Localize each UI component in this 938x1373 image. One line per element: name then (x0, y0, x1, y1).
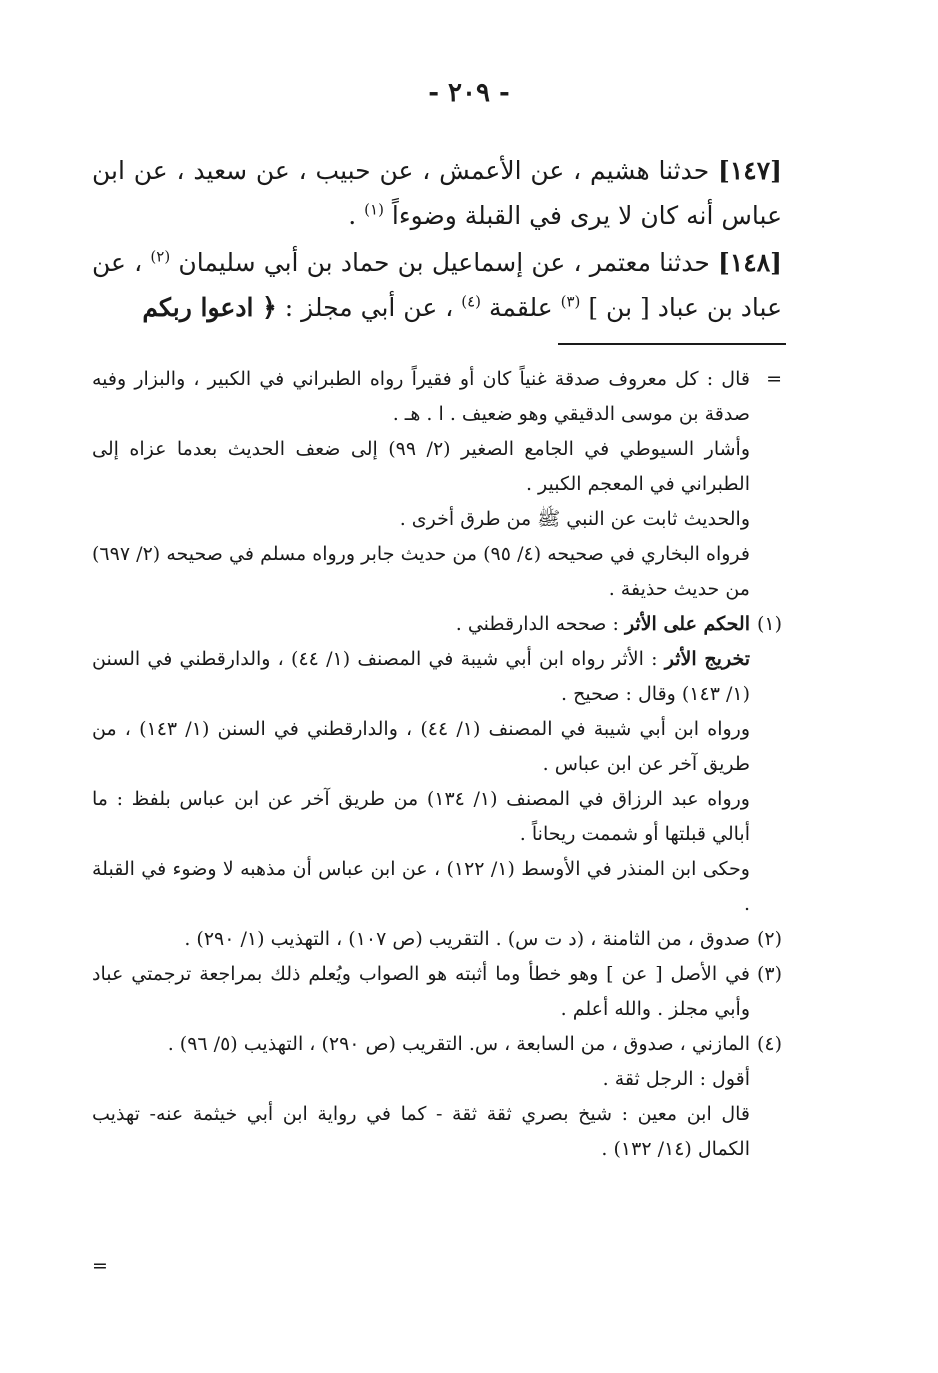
footnote-line (92, 642, 750, 712)
footnote-separator (558, 343, 786, 345)
ruling-text: : صححه الدارقطني . (455, 613, 619, 635)
continuation-mark: = (766, 368, 782, 390)
footnotes (92, 362, 782, 1167)
footnote-line: وحكى ابن المنذر في الأوسط (١/ ١٢٢) ، عن ابن عباس أن مذهبه لا وضوء في القبلة . (92, 858, 750, 915)
hadith-text: حدثنا هشيم ، عن الأعمش ، عن حبيب ، عن سعيد ، عن ابن عباس أنه كان لا يرى في القبلة وضوءاً (92, 156, 782, 230)
ruling-label: الحكم على الأثر (624, 613, 750, 635)
hadith-147 (92, 148, 782, 238)
footnote-line: ورواه ابن أبي شيبة في المصنف (١/ ٤٤) ، والدارقطني في السنن (١/ ١٤٣) ، من طريق آخر عن ابن عباس . (92, 718, 750, 775)
footnote-line: قال : كل معروف صدقة غنياً كان أو فقيراً رواه الطبراني في الكبير ، والبزار وفيه صدقة بن موسى الدقيقي وهو ضعيف . ا . هـ . (92, 368, 750, 425)
footnote-4 (92, 1027, 782, 1167)
takhrij-label: تخريج الأثر (664, 648, 751, 670)
footnote-ref[interactable]: (٣) (560, 292, 581, 311)
footnote-ref[interactable]: (٤) (461, 292, 482, 311)
footnote-number: (١) (756, 613, 782, 635)
footnote-number: (٤) (756, 1033, 782, 1055)
footnote-line: المازني ، صدوق ، من السابعة ، س. التقريب (ص ٢٩٠) ، التهذيب (٥/ ٩٦) . (167, 1033, 750, 1055)
hadith-text-end: . (348, 201, 357, 230)
hadith-text: علقمة (488, 293, 553, 322)
hadith-text: ، عن أبي مجلز : (284, 293, 454, 322)
hadith-text: ، عن عباد بن عباد [ بن ] (92, 248, 782, 322)
footnote-line: والحديث ثابت عن النبي ﷺ من طرق أخرى . (399, 508, 750, 530)
continuation-end-mark: = (92, 1255, 108, 1277)
footnote-ref[interactable]: (٢) (150, 247, 171, 266)
footnote-line: قال ابن معين : شيخ بصري ثقة ثقة - كما في رواية ابن أبي خيثمة عنه- تهذيب الكمال (١٤/ ١٣٢) . (92, 1103, 750, 1160)
hadith-number: [١٤٨] (718, 248, 783, 277)
quran-quote: ﴿ ادعوا ربكم (142, 293, 277, 322)
takhrij-text: : الأثر رواه ابن أبي شيبة في المصنف (١/ ٤٤) ، والدارقطني في السنن (١/ ١٤٣) وقال : صحيح . (92, 648, 750, 705)
footnote-line (92, 607, 750, 642)
footnote-ref[interactable]: (١) (364, 200, 384, 219)
footnote-continuation (92, 362, 782, 607)
footnote-1 (92, 607, 782, 922)
footnote-line: ورواه عبد الرزاق في المصنف (١/ ١٣٤) من طريق آخر عن ابن عباس بلفظ : ما أبالي قبلتها أو شممت ريحاناً . (92, 788, 750, 845)
footnote-3 (92, 957, 782, 1027)
footnote-line: فرواه البخاري في صحيحه (٤/ ٩٥) من حديث جابر ورواه مسلم في صحيحه (٢/ ٦٩٧) من حديث حذيفة . (92, 543, 750, 600)
hadith-text: حدثنا معتمر ، عن إسماعيل بن حماد بن أبي سليمان (178, 248, 710, 277)
footnote-line: في الأصل [ عن ] وهو خطأ وما أثبته هو الصواب ويُعلم ذلك بمراجعة ترجمتي عباد وأبي مجلز . والله أعلم . (92, 963, 750, 1020)
footnote-line: أقول : الرجل ثقة . (602, 1068, 750, 1090)
footnote-2 (92, 922, 782, 957)
footnote-line: وأشار السيوطي في الجامع الصغير (٢/ ٩٩) إلى ضعف الحديث بعدما عزاه إلى الطبراني في المعجم الكبير . (92, 438, 751, 495)
main-text (92, 148, 782, 332)
hadith-148 (92, 240, 782, 330)
hadith-number: [١٤٧] (718, 156, 782, 185)
footnote-line: صدوق ، من الثامنة ، (د ت س) . التقريب (ص ١٠٧) ، التهذيب (١/ ٢٩٠) . (184, 928, 750, 950)
footnote-number: (٣) (756, 963, 782, 985)
page-number: - ٢٠٩ - (428, 78, 510, 108)
footnote-number: (٢) (756, 928, 782, 950)
